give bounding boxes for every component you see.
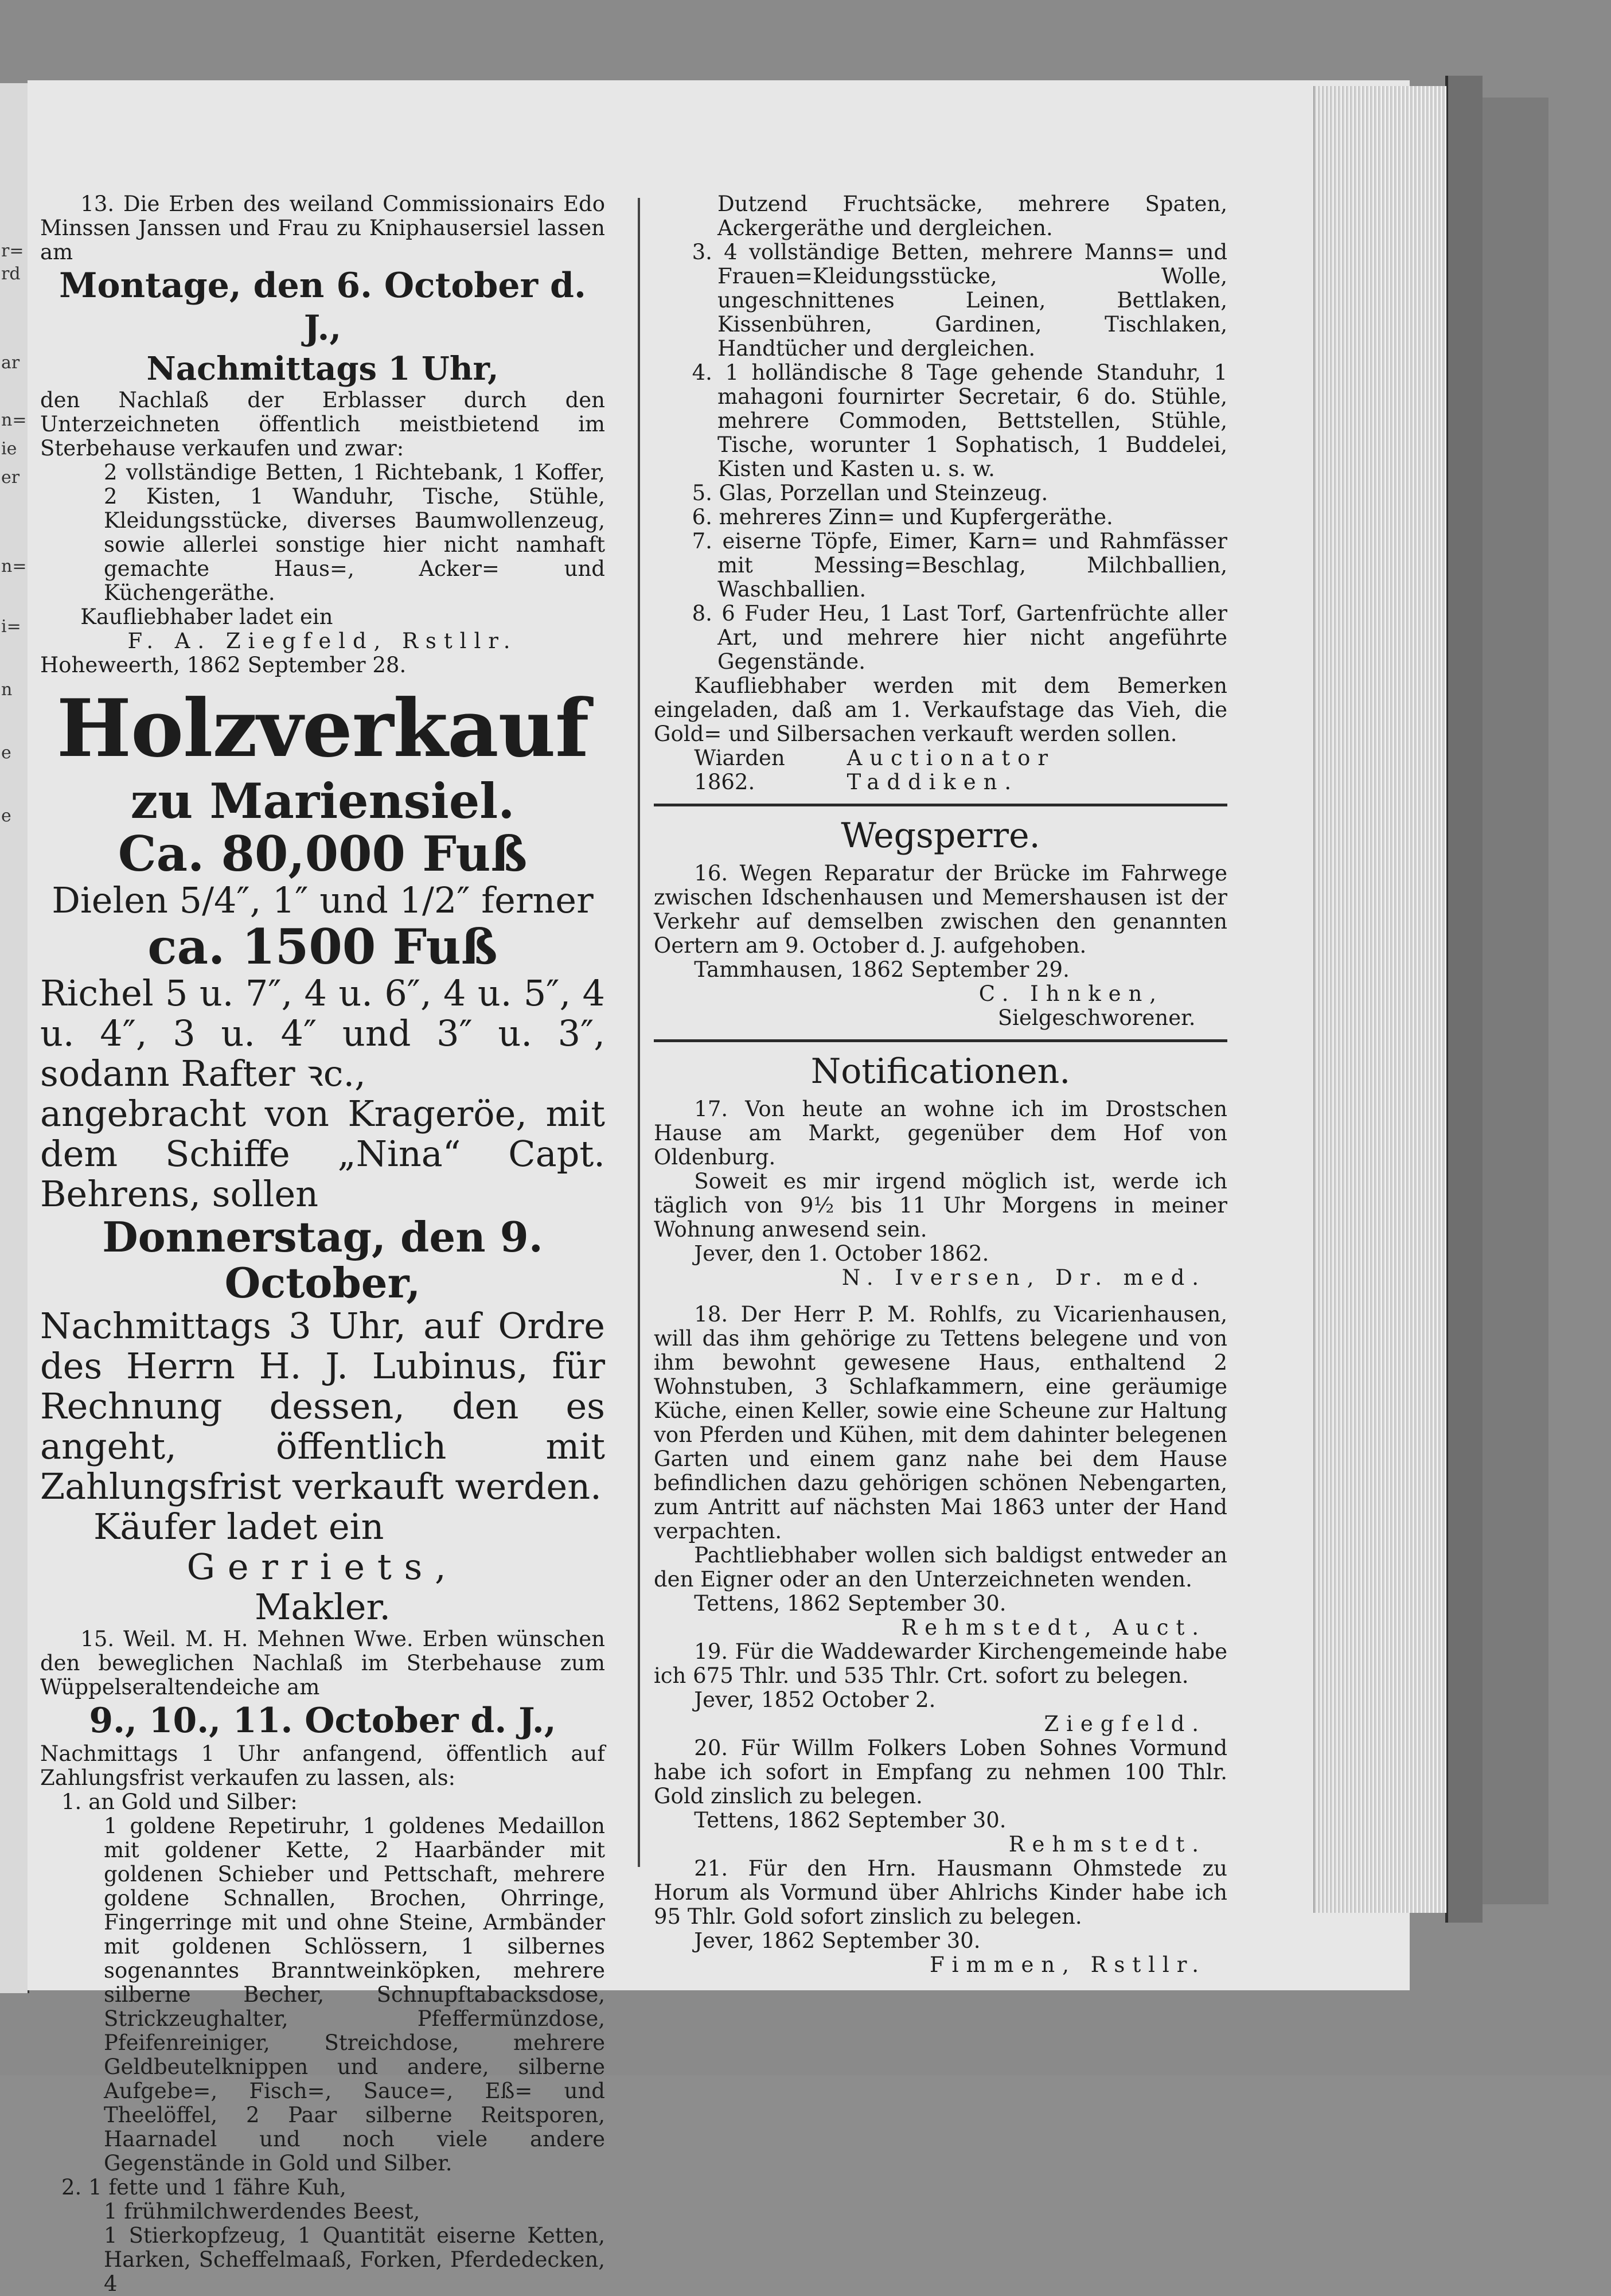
ad15-item1-heading: 1. an Gold und Silber:	[61, 1790, 298, 1814]
ad15-item4: 4. 1 holländische 8 Tage gehende Standuhr, 1 mahagoni fournirter Secretair, 6 do. Stühle, mehrere Commoden, Bettstellen, Stühle, Tische, worunter 1 Sophatisch, 1 Buddelei, Kisten und Kasten u. s. w.	[692, 360, 1227, 481]
right-column	[654, 192, 1227, 1977]
holzverkauf-richel: Richel 5 u. 7″, 4 u. 6″, 4 u. 5″, 4 u. 4″, 3 u. 4″ und 3″ u. 3″, sodann Rafter ꝛc.,	[40, 972, 605, 1094]
ad15-item8: 8. 6 Fuder Heu, 1 Last Torf, Gartenfrüchte aller Art, und mehrere hier nicht angeführte Gegenstände.	[692, 601, 1227, 674]
notice-17-place: Jever, den 1. October 1862.	[694, 1241, 989, 1266]
section-notificationen	[654, 1051, 1227, 1977]
advertisement-15	[40, 1627, 605, 2296]
notice-18-place: Tettens, 1862 September 30.	[694, 1591, 1007, 1616]
page-stack-edges	[1313, 86, 1446, 1913]
advertisement-14-holzverkauf	[40, 681, 605, 1628]
ad15-item2b: 1 Stierkopfzeug, 1 Quantität eiserne Ketten, Harken, Scheffelmaaß, Forken, Pferdedecken, 4	[104, 2223, 605, 2296]
ad15-item7: 7. eiserne Töpfe, Eimer, Karn= und Rahmfässer mit Messing=Beschlag, Milchballien, Waschballien.	[692, 529, 1227, 602]
notice-19: 19. Für die Waddewarder Kirchengemeinde habe ich 675 Thlr. und 535 Thlr. Crt. sofort zu belegen.	[654, 1639, 1227, 1688]
prev-fragment: ar	[1, 353, 20, 373]
ad13-items: 2 vollständige Betten, 1 Richtebank, 1 Koffer, 2 Kisten, 1 Wanduhr, Tische, Stühle, Kleidungsstücke, diverses Baumwollenzeug, sowie allerlei sonstige hier nicht namhaft gemachte Haus=, Acker= und Küchengeräthe.	[104, 460, 605, 605]
ad15-notice: Kaufliebhaber werden mit dem Bemerken eingeladen, daß am 1. Verkaufstage das Vieh, die Gold= und Silbersachen verkauft werden sollen.	[654, 673, 1227, 746]
wegsperre-signature: C. Ihnken,	[978, 981, 1164, 1006]
notice-18-signature: Rehmstedt, Auct.	[901, 1615, 1206, 1640]
ad15-auctioneer: Auctionator Taddiken.	[847, 746, 1056, 794]
holzverkauf-role: Makler.	[254, 1586, 391, 1628]
notice-17: 17. Von heute an wohne ich im Drostschen Hause am Markt, gegenüber dem Hof von Oldenburg.	[654, 1097, 1227, 1170]
holzverkauf-date: Donnerstag, den 9. October,	[102, 1213, 543, 1307]
ad13-place-date: Hoheweerth, 1862 September 28.	[40, 653, 407, 677]
notice-18-contact: Pachtliebhaber wollen sich baldigst entweder an den Eigner oder an den Unterzeichneten wenden.	[654, 1543, 1227, 1592]
holzverkauf-invite: Käufer ladet ein	[93, 1506, 384, 1547]
ad13-intro: 13. Die Erben des weiland Commissionairs Edo Minssen Janssen und Frau zu Kniphausersiel lassen am	[40, 192, 605, 264]
prev-fragment: n=	[1, 410, 27, 430]
advertisement-15-continued	[654, 192, 1227, 794]
holzverkauf-title: Holzverkauf	[56, 681, 589, 775]
ad15-intro: 15. Weil. M. H. Mehnen Wwe. Erben wünschen den beweglichen Nachlaß im Sterbehause zum Wüppelseraltendeiche am	[40, 1627, 605, 1699]
ad15-item6: 6. mehreres Zinn= und Kupfergeräthe.	[692, 505, 1113, 529]
advertisement-13	[40, 192, 605, 677]
ad15-item1: 1 goldene Repetiruhr, 1 goldenes Medaillon mit goldener Kette, 2 Haarbänder mit goldenen Schieber und Pettschaft, mehrere goldene Schnallen, Brochen, Ohrringe, Fingerringe mit und ohne Steine, Armbänder mit goldenen Schlössern, 1 silbernes sogenanntes Branntweinköpken, mehrere silberne Becher, Schnupftabacksdose, Strickzeughalter, Pfeffermünzdose, Pfeifenreiniger, Streichdose, mehrere Geldbeutelknippen und andere, silberne Aufgebe=, Fisch=, Sauce=, Eß= und Theelöffel, 2 Paar silberne Reitsporen, Haarnadel und noch viele andere Gegenstände in Gold und Silber.	[104, 1814, 605, 2176]
prev-fragment: rd	[1, 264, 21, 284]
ad13-signature: F. A. Ziegfeld, Rstllr.	[127, 629, 518, 653]
holzverkauf-signature: Gerriets,	[186, 1546, 459, 1588]
notice-20-place: Tettens, 1862 September 30.	[694, 1808, 1007, 1833]
prev-fragment: r=	[1, 241, 24, 261]
ad15-text: Nachmittags 1 Uhr anfangend, öffentlich auf Zahlungsfrist verkaufen zu lassen, als:	[40, 1741, 605, 1790]
notice-20: 20. Für Willm Folkers Loben Sohnes Vormund habe ich sofort in Empfang zu nehmen 100 Thlr. Gold zinslich zu belegen.	[654, 1736, 1227, 1808]
ad13-invite: Kaufliebhaber ladet ein	[80, 605, 333, 629]
notice-17-hours: Soweit es mir irgend möglich ist, werde ich täglich von 9½ bis 11 Uhr Morgens in meiner Wohnung anwesend sein.	[654, 1169, 1227, 1242]
holzverkauf-dielen: Dielen 5/4″, 1″ und 1/2″ ferner	[52, 879, 594, 921]
section-wegsperre	[654, 816, 1227, 1030]
notice-20-signature: Rehmstedt.	[1008, 1832, 1206, 1857]
ad13-text: den Nachlaß der Erblasser durch den Unterzeichneten öffentlich meistbietend im Sterbehause verkaufen und zwar:	[40, 388, 605, 461]
ad13-time: Nachmittags 1 Uhr,	[146, 350, 499, 388]
section-rule	[654, 1039, 1227, 1042]
ad15-item2-heading: 2. 1 fette und 1 fähre Kuh,	[61, 2175, 346, 2200]
book-cover-edge	[1445, 76, 1483, 1923]
prev-fragment: e	[1, 806, 11, 826]
ad15-item5: 5. Glas, Porzellan und Steinzeug.	[692, 481, 1048, 505]
ad15-footer	[654, 746, 1227, 794]
notice-21-signature: Fimmen, Rstllr.	[930, 1952, 1206, 1977]
holzverkauf-terms: Nachmittags 3 Uhr, auf Ordre des Herrn H. J. Lubinus, für Rechnung dessen, den es angeht, öffentlich mit Zahlungsfrist verkauft werden.	[40, 1305, 605, 1507]
ad15-continuation: Dutzend Fruchtsäcke, mehrere Spaten, Ackergeräthe und dergleichen.	[717, 192, 1227, 240]
prev-fragment: e	[1, 743, 11, 763]
prev-fragment: n=	[1, 556, 27, 576]
prev-fragment: n	[1, 680, 13, 700]
notice-19-signature: Ziegfeld.	[1044, 1712, 1206, 1736]
previous-page-edge	[0, 83, 29, 1993]
notice-21: 21. Für den Hrn. Hausmann Ohmstede zu Horum als Vormund über Ahlrichs Kinder habe ich 95 Thlr. Gold sofort zinslich zu belegen.	[654, 1856, 1227, 1929]
column-divider	[638, 198, 640, 1867]
wegsperre-heading: Wegsperre.	[841, 816, 1040, 856]
spacer	[654, 1290, 1227, 1303]
left-column	[40, 192, 605, 2296]
ad15-item3: 3. 4 vollständige Betten, mehrere Manns= und Frauen=Kleidungsstücke, Wolle, ungeschnittenes Leinen, Bettlaken, Kissenbühren, Gardinen, Tischlaken, Handtücher und dergleichen.	[692, 240, 1227, 361]
wegsperre-place: Tammhausen, 1862 September 29.	[694, 957, 1070, 982]
prev-fragment: i=	[1, 617, 21, 637]
ad15-item2a: 1 frühmilchwerdendes Beest,	[104, 2199, 420, 2224]
notificationen-heading: Notificationen.	[810, 1051, 1071, 1092]
section-rule	[654, 804, 1227, 806]
wegsperre-text: 16. Wegen Reparatur der Brücke im Fahrwege zwischen Idschenhausen und Memershausen ist der Verkehr auf demselben zwischen den genannten Oertern am 9. October d. J. aufgehoben.	[654, 861, 1227, 958]
wegsperre-role: Sielgeschworener.	[997, 1005, 1196, 1030]
notice-21-place: Jever, 1862 September 30.	[694, 1928, 981, 1953]
notice-18: 18. Der Herr P. M. Rohlfs, zu Vicarienhausen, will das ihm gehörige zu Tettens belegene und von ihm bewohnt gewesene Haus, enthaltend 2 Wohnstuben, 3 Schlafkammern, eine geräumige Küche, einen Keller, sowie eine Scheune zur Haltung von Pferden und Kühen, mit dem dahinter belegenen Garten und einem ganz nahe bei dem Hause befindlichen dazu gehörigen schönen Nebengarten, zum Antritt auf nächsten Mai 1863 unter der Hand verpachten.	[654, 1302, 1227, 1543]
holzverkauf-quantity-1: Ca. 80,000 Fuß	[118, 825, 528, 882]
holzverkauf-subtitle: zu Mariensiel.	[130, 773, 515, 829]
holzverkauf-ship: angebracht von Krageröe, mit dem Schiffe „Nina“ Capt. Behrens, sollen	[40, 1093, 605, 1215]
book-cover-outer	[1480, 98, 1548, 1904]
prev-fragment: ie	[1, 439, 17, 459]
ad13-date: Montage, den 6. October d. J.,	[59, 266, 586, 348]
ad15-date: 9., 10., 11. October d. J.,	[89, 1701, 556, 1741]
notice-17-signature: N. Iversen, Dr. med.	[841, 1265, 1206, 1290]
notice-19-place: Jever, 1852 October 2.	[694, 1687, 936, 1712]
holzverkauf-quantity-2: ca. 1500 Fuß	[147, 918, 498, 975]
prev-fragment: er	[1, 467, 20, 488]
ad15-place: Wiarden 1862.	[694, 746, 785, 794]
